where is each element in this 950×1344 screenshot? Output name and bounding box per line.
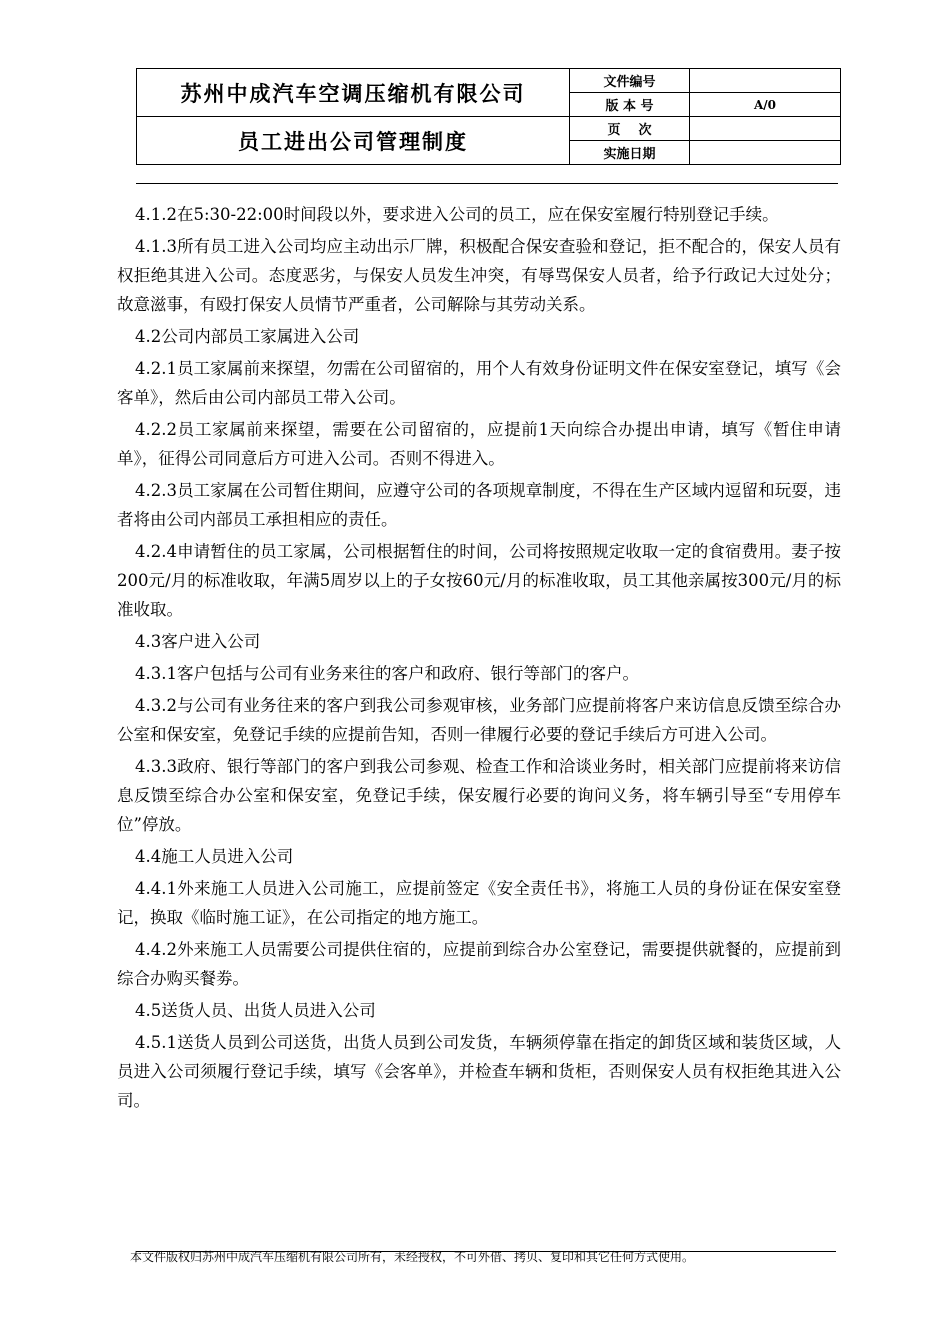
paragraph: 4.1.3所有员工进入公司均应主动出示厂牌，积极配合保安查验和登记，拒不配合的，保安人员有权拒绝其进入公司。态度恶劣，与保安人员发生冲突，有辱骂保安人员者，给予行政记大过处分；故意滋事，有殴打保安人员情节严重者，公司解除与其劳动关系。	[117, 237, 841, 314]
paragraph: 4.3.1客户包括与公司有业务来往的客户和政府、银行等部门的客户。	[135, 664, 639, 683]
paragraph: 4.3.2与公司有业务往来的客户到我公司参观审核，业务部门应提前将客户来访信息反馈至综合办公室和保安室，免登记手续的应提前告知，否则一律履行必要的登记手续后方可进入公司。	[117, 696, 841, 744]
section-heading: 4.4施工人员进入公司	[135, 847, 294, 866]
company-name: 苏州中成汽车空调压缩机有限公司	[137, 69, 570, 117]
paragraph: 4.3.3政府、银行等部门的客户到我公司参观、检查工作和洽谈业务时，相关部门应提前将来访信息反馈至综合办公室和保安室，免登记手续，保安履行必要的询问义务，将车辆引导至“专用停车位”停放。	[117, 757, 841, 834]
field-value-effective-date	[690, 141, 841, 165]
header-divider	[136, 183, 838, 184]
paragraph: 4.2.4申请暂住的员工家属，公司根据暂住的时间，公司将按照规定收取一定的食宿费用。妻子按200元/月的标准收取，年满5周岁以上的子女按60元/月的标准收取，员工其他亲属按300元/月的标准收取。	[117, 542, 841, 619]
paragraph: 4.2.2员工家属前来探望，需要在公司留宿的，应提前1天向综合办提出申请，填写《暂住申请单》，征得公司同意后方可进入公司。否则不得进入。	[117, 420, 841, 468]
field-label-page: 页 次	[570, 117, 690, 141]
paragraph: 4.5.1送货人员到公司送货，出货人员到公司发货，车辆须停靠在指定的卸货区域和装货区域，人员进入公司须履行登记手续，填写《会客单》，并检查车辆和货柜，否则保安人员有权拒绝其进入公司。	[117, 1033, 841, 1110]
section-heading: 4.3客户进入公司	[135, 632, 261, 651]
paragraph: 4.4.2外来施工人员需要公司提供住宿的，应提前到综合办公室登记，需要提供就餐的，应提前到综合办购买餐劵。	[117, 940, 841, 988]
section-heading: 4.2公司内部员工家属进入公司	[135, 327, 360, 346]
section-heading: 4.5送货人员、出货人员进入公司	[135, 1001, 376, 1020]
paragraph: 4.4.1外来施工人员进入公司施工，应提前签定《安全责任书》，将施工人员的身份证在保安室登记，换取《临时施工证》，在公司指定的地方施工。	[117, 879, 841, 927]
paragraph: 4.2.1员工家属前来探望，勿需在公司留宿的，用个人有效身份证明文件在保安室登记，填写《会客单》，然后由公司内部员工带入公司。	[117, 359, 841, 407]
field-label-doc-number: 文件编号	[570, 69, 690, 93]
field-label-version: 版 本 号	[570, 93, 690, 117]
paragraph: 4.2.3员工家属在公司暂住期间，应遵守公司的各项规章制度，不得在生产区域内逗留和玩耍，违者将由公司内部员工承担相应的责任。	[117, 481, 841, 529]
document-body	[117, 200, 841, 1118]
document-title: 员工进出公司管理制度	[137, 117, 570, 165]
document-header-table	[136, 68, 841, 165]
field-value-version: A/0	[690, 93, 841, 117]
field-value-doc-number	[690, 69, 841, 93]
field-value-page	[690, 117, 841, 141]
copyright-footer: 本文件版权归苏州中成汽车压缩机有限公司所有，未经授权，不可外借、拷贝、复印和其它任何方式使用。	[130, 1250, 695, 1264]
field-label-effective-date: 实施日期	[570, 141, 690, 165]
paragraph: 4.1.2在5:30-22:00时间段以外，要求进入公司的员工，应在保安室履行特别登记手续。	[135, 205, 779, 224]
